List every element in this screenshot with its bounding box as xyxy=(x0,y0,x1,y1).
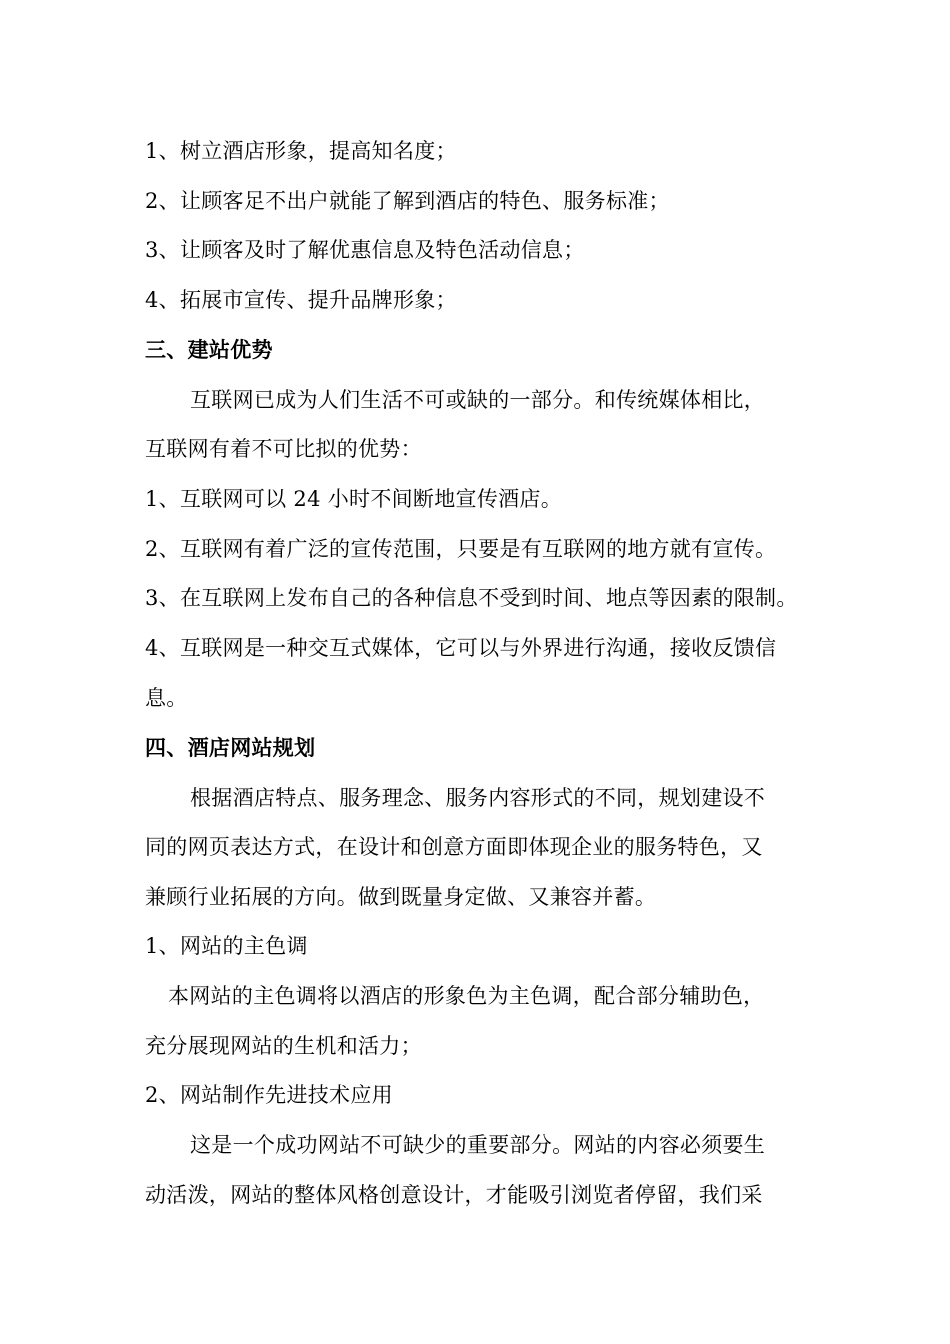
subsection-heading: 1、网站的主色调 xyxy=(145,934,308,958)
paragraph-line: 互联网已成为人们生活不可或缺的一部分。和传统媒体相比， xyxy=(190,388,766,412)
paragraph-line: 互联网有着不可比拟的优势： xyxy=(145,437,422,461)
section-heading: 三、建站优势 xyxy=(145,337,273,362)
paragraph-line: 兼顾行业拓展的方向。做到既量身定做、又兼容并蓄。 xyxy=(145,885,657,909)
list-item: 1、树立酒店形象，提高知名度； xyxy=(145,139,457,163)
list-item: 2、让顾客足不出户就能了解到酒店的特色、服务标准； xyxy=(145,189,670,213)
subsection-heading: 2、网站制作先进技术应用 xyxy=(145,1083,393,1107)
paragraph-line: 充分展现网站的生机和活力； xyxy=(145,1034,422,1058)
paragraph-line: 动活泼，网站的整体风格创意设计，才能吸引浏览者停留，我们采 xyxy=(145,1183,763,1207)
paragraph-line: 这是一个成功网站不可缺少的重要部分。网站的内容必须要生 xyxy=(190,1133,766,1157)
list-item: 2、互联网有着广泛的宣传范围，只要是有互联网的地方就有宣传。 xyxy=(145,537,777,561)
list-item: 1、互联网可以 24 小时不间断地宣传酒店。 xyxy=(145,487,563,511)
list-item: 4、互联网是一种交互式媒体，它可以与外界进行沟通，接收反馈信 xyxy=(145,636,777,660)
paragraph-line: 同的网页表达方式，在设计和创意方面即体现企业的服务特色，又 xyxy=(145,835,763,859)
list-item: 3、在互联网上发布自己的各种信息不受到时间、地点等因素的限制。 xyxy=(145,586,798,610)
list-item: 3、让顾客及时了解优惠信息及特色活动信息； xyxy=(145,238,585,262)
paragraph-line: 本网站的主色调将以酒店的形象色为主色调，配合部分辅助色， xyxy=(168,984,765,1008)
section-heading: 四、酒店网站规划 xyxy=(145,735,316,760)
list-item: 4、拓展市宣传、提升品牌形象； xyxy=(145,288,457,312)
paragraph-line: 息。 xyxy=(145,686,188,710)
paragraph-line: 根据酒店特点、服务理念、服务内容形式的不同，规划建设不 xyxy=(190,786,766,810)
